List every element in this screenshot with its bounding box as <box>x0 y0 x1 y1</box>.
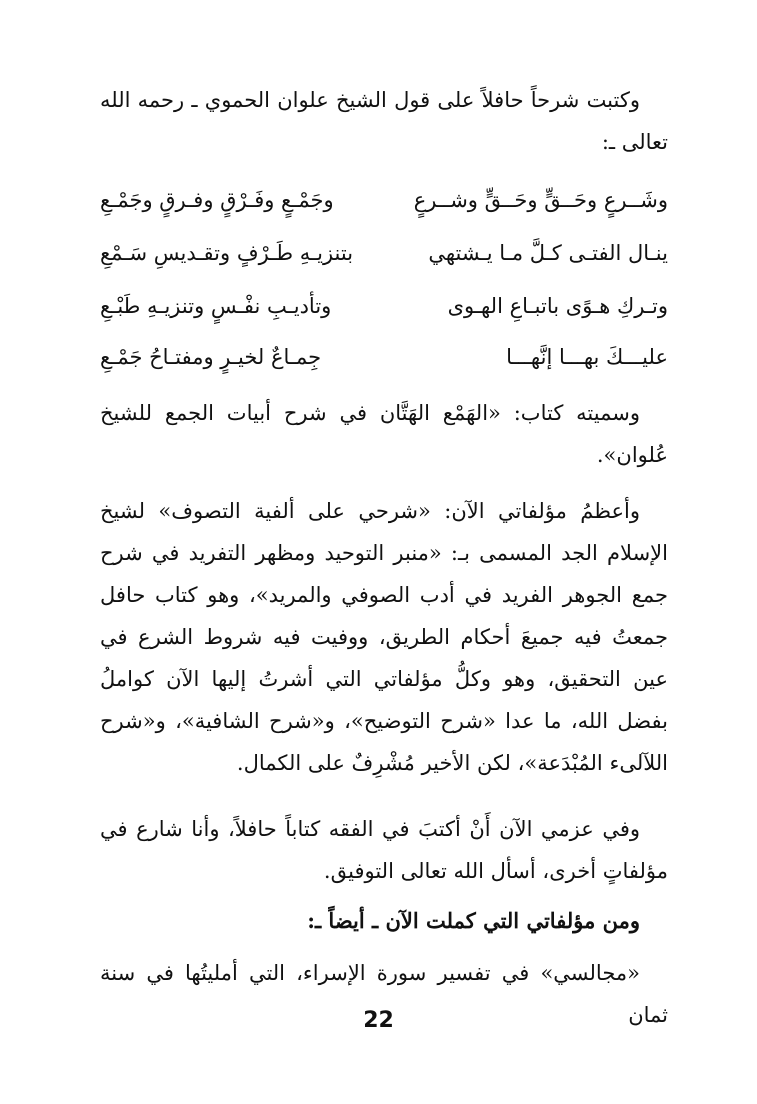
verse-second-hemistich: جِمـاعٌ لخيـرٍ ومفتـاحُ جَمْـعِ <box>100 345 322 369</box>
verse-first-hemistich: وشَــرعٍ وحَــقٍّ وحَــقٍّ وشــرعٍ <box>413 188 668 212</box>
page-number: 22 <box>363 1008 394 1033</box>
heading-text: ومن مؤلفاتي التي كملت الآن ـ أيضاً ـ: <box>307 908 640 933</box>
verse-second-hemistich: بتنزيـهِ طَـرْفٍ وتقـديسِ سَـمْعِ <box>100 241 354 265</box>
verse-line-3 <box>100 285 668 327</box>
naming-paragraph <box>100 392 668 476</box>
intention-paragraph <box>100 808 668 892</box>
paragraph-text: وفي عزمي الآن أَنْ أكتبَ في الفقه كتاباً حافلاً، وأنا شارع في مؤلفاتٍ أخرى، أسأل الله تعالى التوفيق. <box>100 817 668 883</box>
intro-text: وكتبت شرحاً حافلاً على قول الشيخ علوان الحموي ـ رحمه الله تعالى ـ: <box>100 88 668 154</box>
intro-paragraph <box>100 79 668 163</box>
paragraph-text: وأعظمُ مؤلفاتي الآن: «شرحي على ألفية التصوف» لشيخ الإسلام الجد المسمى بـ: «منبر التوحيد ومظهر التفريد في شرح جمع الجوهر الفريد في أدب الصوفي والمريد»، وهو كتاب حافل جمعتُ فيه جميعَ أحكام الطريق، ووفيت فيه شروط الشرع في عين التحقيق، وهو وكلُّ مؤلفاتي التي أشرتُ إليها الآن كواملُ بفضل الله، ما عدا «شرح التوضيح»، و«شرح الشافية»، و«شرح اللآلىء المُبْدَعة»، لكن الأخير مُشْرِفٌ على الكمال. <box>100 499 668 775</box>
works-paragraph <box>100 490 668 784</box>
verse-first-hemistich: ينـال الفتـى كـلَّ مـا يـشتهي <box>428 241 668 265</box>
paragraph-text: وسميته كتاب: «الهَمْع الهَتَّان في شرح أبيات الجمع للشيخ عُلوان». <box>100 401 668 467</box>
verse-first-hemistich: وتـركِ هـوًى باتبـاعِ الهـوى <box>447 294 668 318</box>
verse-second-hemistich: وجَمْـعٍ وفَـرْقٍ وفـرقٍ وجَمْـعِ <box>100 188 334 212</box>
verse-line-4 <box>100 336 668 378</box>
verse-line-1 <box>100 179 668 221</box>
paragraph-text: «مجالسي» في تفسير سورة الإسراء، التي أمليتُها في سنة ثمان <box>100 961 668 1027</box>
verse-line-2 <box>100 232 668 274</box>
section-heading <box>100 900 668 942</box>
verse-second-hemistich: وتأديـبِ نفْـسٍ وتنزيـهِ طَبْـعِ <box>100 294 332 318</box>
verse-first-hemistich: عليـــكَ بهـــا إنَّهـــا <box>506 345 668 369</box>
